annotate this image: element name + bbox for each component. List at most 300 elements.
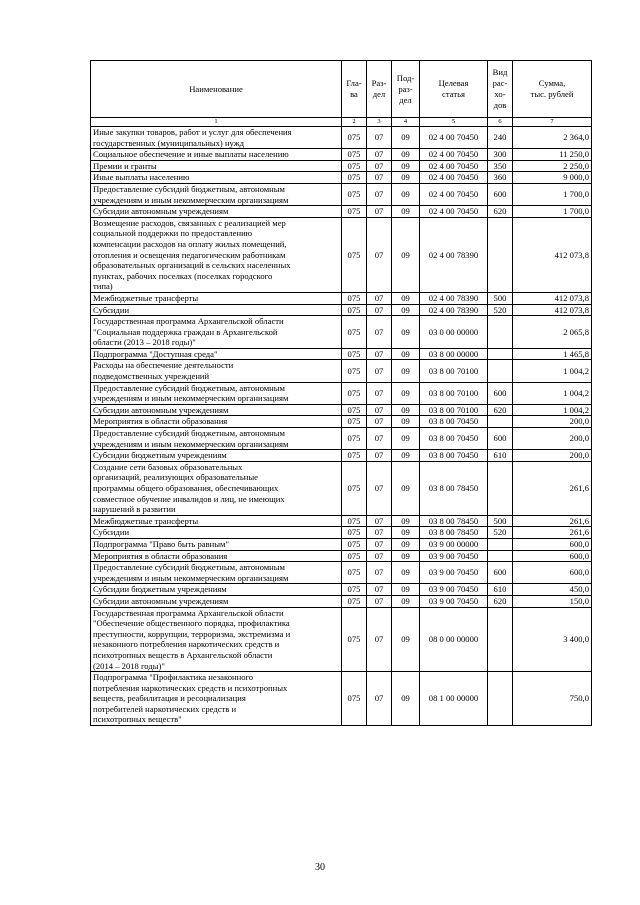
row-vid (488, 360, 513, 382)
row-name (91, 416, 342, 428)
row-podrazdel: 09 (392, 562, 420, 584)
row-name (91, 595, 342, 607)
row-podrazdel: 09 (392, 217, 420, 292)
row-razdel: 07 (367, 348, 392, 360)
row-sum: 412 073,8 (513, 304, 592, 316)
text-line: хо- (494, 89, 506, 99)
row-sum: 600,0 (513, 550, 592, 562)
row-podrazdel: 09 (392, 527, 420, 539)
row-name (91, 515, 342, 527)
row-name (91, 360, 342, 382)
row-sum: 412 073,8 (513, 292, 592, 304)
row-glava: 075 (342, 416, 367, 428)
row-name (91, 404, 342, 416)
row-sum: 150,0 (513, 595, 592, 607)
row-podrazdel: 09 (392, 672, 420, 726)
row-sum: 200,0 (513, 416, 592, 428)
row-podrazdel: 09 (392, 428, 420, 450)
row-razdel: 07 (367, 672, 392, 726)
text-line: психотропных веществ в Архангельской области (93, 649, 273, 660)
row-podrazdel: 09 (392, 607, 420, 672)
row-glava: 075 (342, 538, 367, 550)
text-line: Подпрограмма "Профилактика незаконного (93, 672, 254, 683)
row-name (91, 428, 342, 450)
row-glava: 075 (342, 461, 367, 515)
table-row (91, 172, 592, 184)
row-podrazdel: 09 (392, 515, 420, 527)
row-glava: 075 (342, 550, 367, 562)
text-line: области (2013 – 2018 годы)" (93, 337, 196, 348)
row-article: 02 4 00 70450 (420, 160, 488, 172)
row-razdel: 07 (367, 217, 392, 292)
text-line: дов (493, 100, 507, 110)
text-line: Субсидии (93, 304, 130, 315)
text-line: учреждениям и иным некоммерческим организациям (93, 194, 289, 205)
text-line: Вид (492, 67, 508, 77)
row-name (91, 292, 342, 304)
table-row (91, 149, 592, 161)
header-sum (513, 61, 592, 118)
row-razdel: 07 (367, 515, 392, 527)
page-number: 30 (315, 862, 325, 873)
text-line: "Обеспечение общественного порядка, профилактика (93, 618, 290, 629)
text-line: Сумма, (538, 78, 566, 88)
row-podrazdel: 09 (392, 416, 420, 428)
row-glava: 075 (342, 595, 367, 607)
row-podrazdel: 09 (392, 584, 420, 596)
row-sum: 1 700,0 (513, 183, 592, 205)
text-line: совместное обучение инвалидов и лиц, не имеющих (93, 493, 285, 504)
row-vid: 610 (488, 450, 513, 462)
table-row (91, 450, 592, 462)
table-row (91, 217, 592, 292)
row-glava: 075 (342, 584, 367, 596)
text-line: незаконного потребления наркотических средств и (93, 639, 280, 650)
row-sum: 2 364,0 (513, 127, 592, 149)
row-article: 03 9 00 70450 (420, 550, 488, 562)
row-glava: 075 (342, 672, 367, 726)
table-row (91, 562, 592, 584)
row-article: 03 0 00 00000 (420, 316, 488, 349)
header-razdel (367, 61, 392, 118)
row-article: 03 8 00 78450 (420, 515, 488, 527)
row-podrazdel: 09 (392, 461, 420, 515)
row-vid: 600 (488, 183, 513, 205)
row-podrazdel: 09 (392, 550, 420, 562)
row-razdel: 07 (367, 461, 392, 515)
text-line: ва (350, 89, 358, 99)
table-row (91, 304, 592, 316)
text-line: отопления и освещения педагогическим работникам (93, 249, 286, 260)
row-sum: 200,0 (513, 428, 592, 450)
row-name (91, 461, 342, 515)
row-name (91, 584, 342, 596)
column-number: 3 (367, 118, 392, 127)
row-podrazdel: 09 (392, 172, 420, 184)
row-vid: 300 (488, 149, 513, 161)
row-podrazdel: 09 (392, 450, 420, 462)
row-article: 08 0 00 00000 (420, 607, 488, 672)
text-line: раз- (398, 83, 413, 94)
row-podrazdel: 09 (392, 206, 420, 218)
row-name (91, 160, 342, 172)
text-line: образовательных организаций в сельских населенных (93, 260, 291, 271)
row-sum: 261,6 (513, 461, 592, 515)
row-podrazdel: 09 (392, 316, 420, 349)
text-line: Создание сети базовых образовательных (93, 461, 243, 472)
table-row (91, 672, 592, 726)
row-glava: 075 (342, 149, 367, 161)
row-vid: 600 (488, 428, 513, 450)
row-article: 03 8 00 78450 (420, 461, 488, 515)
row-article: 03 8 00 70450 (420, 416, 488, 428)
row-glava: 075 (342, 348, 367, 360)
row-sum: 1 465,8 (513, 348, 592, 360)
text-line: дел (399, 94, 412, 105)
row-razdel: 07 (367, 428, 392, 450)
text-line: Мероприятия в области образования (93, 416, 228, 427)
text-line: типа) (93, 281, 113, 292)
row-article: 03 8 00 70450 (420, 450, 488, 462)
table-row (91, 607, 592, 672)
row-vid: 500 (488, 515, 513, 527)
header-podrazdel (392, 61, 420, 118)
row-name (91, 527, 342, 539)
row-razdel: 07 (367, 416, 392, 428)
text-line: тыс. рублей (530, 89, 574, 99)
text-line: Субсидии (93, 527, 130, 538)
row-sum: 750,0 (513, 672, 592, 726)
text-line: учреждениям и иным некоммерческим организациям (93, 572, 289, 583)
row-razdel: 07 (367, 149, 392, 161)
row-glava: 075 (342, 292, 367, 304)
header-row (91, 61, 592, 118)
row-sum: 1 700,0 (513, 206, 592, 218)
row-article: 03 9 00 70450 (420, 562, 488, 584)
row-vid (488, 416, 513, 428)
column-number: 4 (392, 118, 420, 127)
text-line: Субсидии автономным учреждениям (93, 206, 229, 217)
row-article: 02 4 00 78390 (420, 304, 488, 316)
text-line: веществ, реабилитация и ресоциализация (93, 693, 246, 704)
row-vid: 520 (488, 527, 513, 539)
row-glava: 075 (342, 360, 367, 382)
row-sum: 200,0 (513, 450, 592, 462)
row-razdel: 07 (367, 550, 392, 562)
row-article: 03 8 00 70100 (420, 404, 488, 416)
row-name (91, 127, 342, 149)
row-podrazdel: 09 (392, 404, 420, 416)
row-vid: 520 (488, 304, 513, 316)
row-vid: 620 (488, 404, 513, 416)
row-vid: 500 (488, 292, 513, 304)
text-line: психотропных веществ" (93, 714, 182, 725)
text-line: социальной поддержки по предоставлению (93, 228, 253, 239)
text-line: учреждениям и иным некоммерческим организациям (93, 438, 289, 449)
row-vid: 610 (488, 584, 513, 596)
row-name (91, 672, 342, 726)
row-name (91, 172, 342, 184)
row-name (91, 550, 342, 562)
row-razdel: 07 (367, 562, 392, 584)
header-glava (342, 61, 367, 118)
row-article: 03 8 00 70450 (420, 428, 488, 450)
table-row (91, 127, 592, 149)
table-row (91, 206, 592, 218)
text-line: Субсидии бюджетным учреждениям (93, 584, 227, 595)
header-name: Наименование (91, 61, 342, 118)
table-row (91, 550, 592, 562)
row-article: 03 9 00 00000 (420, 538, 488, 550)
table-row (91, 382, 592, 404)
row-razdel: 07 (367, 382, 392, 404)
text-line: Возмещение расходов, связанных с реализацией мер (93, 217, 286, 228)
row-razdel: 07 (367, 304, 392, 316)
row-article: 03 8 00 70100 (420, 360, 488, 382)
row-sum: 1 004,2 (513, 404, 592, 416)
table-row (91, 292, 592, 304)
row-vid (488, 316, 513, 349)
column-number: 1 (91, 118, 342, 127)
table-row (91, 360, 592, 382)
row-article: 02 4 00 70450 (420, 183, 488, 205)
row-podrazdel: 09 (392, 382, 420, 404)
table-row (91, 461, 592, 515)
row-vid: 600 (488, 382, 513, 404)
row-sum: 2 065,8 (513, 316, 592, 349)
row-razdel: 07 (367, 450, 392, 462)
table-row (91, 428, 592, 450)
row-glava: 075 (342, 527, 367, 539)
row-glava: 075 (342, 607, 367, 672)
text-line: Иные выплаты населению (93, 172, 190, 183)
row-name (91, 217, 342, 292)
column-number: 6 (488, 118, 513, 127)
row-name (91, 538, 342, 550)
row-glava: 075 (342, 316, 367, 349)
row-article: 03 8 00 00000 (420, 348, 488, 360)
row-vid (488, 550, 513, 562)
row-sum: 261,6 (513, 527, 592, 539)
header-vid (488, 61, 513, 118)
row-glava: 075 (342, 183, 367, 205)
column-number: 2 (342, 118, 367, 127)
row-article: 02 4 00 70450 (420, 149, 488, 161)
row-name (91, 183, 342, 205)
text-line: Мероприятия в области образования (93, 550, 228, 561)
row-podrazdel: 09 (392, 149, 420, 161)
text-line: Межбюджетные трансферты (93, 292, 199, 303)
table-row (91, 160, 592, 172)
row-vid (488, 672, 513, 726)
row-podrazdel: 09 (392, 183, 420, 205)
row-vid: 620 (488, 595, 513, 607)
row-podrazdel: 09 (392, 160, 420, 172)
text-line: Межбюджетные трансферты (93, 515, 199, 526)
row-glava: 075 (342, 404, 367, 416)
row-article: 02 4 00 70450 (420, 127, 488, 149)
row-glava: 075 (342, 450, 367, 462)
text-line: Государственная программа Архангельской области (93, 316, 284, 327)
row-article: 02 4 00 78390 (420, 217, 488, 292)
text-line: Предоставление субсидий бюджетным, автономным (93, 428, 285, 439)
text-line: Раз- (371, 78, 387, 88)
text-line: организаций, реализующих образовательные (93, 472, 258, 483)
row-glava: 075 (342, 160, 367, 172)
row-razdel: 07 (367, 538, 392, 550)
row-glava: 075 (342, 217, 367, 292)
row-name (91, 316, 342, 349)
row-razdel: 07 (367, 206, 392, 218)
row-vid (488, 607, 513, 672)
table-row (91, 584, 592, 596)
row-razdel: 07 (367, 316, 392, 349)
row-razdel: 07 (367, 160, 392, 172)
row-sum: 600,0 (513, 562, 592, 584)
row-sum: 9 000,0 (513, 172, 592, 184)
row-podrazdel: 09 (392, 304, 420, 316)
text-line: Предоставление субсидий бюджетным, автономным (93, 562, 285, 573)
text-line: компенсации расходов на оплату жилых помещений, (93, 238, 287, 249)
column-number-row (91, 118, 592, 127)
text-line: Под- (396, 72, 415, 83)
text-line: Подпрограмма "Право быть равным" (93, 538, 229, 549)
text-line: подведомственных учреждений (93, 371, 210, 382)
row-vid: 360 (488, 172, 513, 184)
row-vid (488, 217, 513, 292)
text-line: программы общего образования, обеспечивающих (93, 483, 279, 493)
text-line: (2014 – 2018 годы)" (93, 660, 165, 671)
table-row (91, 416, 592, 428)
row-razdel: 07 (367, 183, 392, 205)
row-article: 03 8 00 70100 (420, 382, 488, 404)
row-article: 02 4 00 78390 (420, 292, 488, 304)
row-razdel: 07 (367, 360, 392, 382)
row-razdel: 07 (367, 595, 392, 607)
text-line: дел (372, 89, 386, 99)
row-podrazdel: 09 (392, 127, 420, 149)
text-line: Иные закупки товаров, работ и услуг для обеспечения (93, 127, 292, 137)
budget-table (90, 60, 592, 726)
row-sum: 600,0 (513, 538, 592, 550)
row-name (91, 348, 342, 360)
text-line: преступности, коррупции, терроризма, экстремизма и (93, 628, 291, 639)
row-glava: 075 (342, 428, 367, 450)
text-line: Предоставление субсидий бюджетным, автономным (93, 382, 285, 393)
text-line: "Социальная поддержка граждан в Архангельской (93, 326, 278, 337)
table-row (91, 183, 592, 205)
text-line: Подпрограмма "Доступная среда" (93, 348, 218, 359)
text-line: Предоставление субсидий бюджетным, автономным (93, 183, 285, 194)
row-vid (488, 461, 513, 515)
row-vid: 240 (488, 127, 513, 149)
row-glava: 075 (342, 382, 367, 404)
row-sum: 1 004,2 (513, 382, 592, 404)
text-line: Субсидии автономным учреждениям (93, 595, 229, 606)
text-line: учреждениям и иным некоммерческим организациям (93, 393, 289, 404)
row-razdel: 07 (367, 172, 392, 184)
row-name (91, 607, 342, 672)
text-line: статья (442, 89, 465, 99)
text-line: Субсидии бюджетным учреждениям (93, 450, 227, 461)
row-sum: 261,6 (513, 515, 592, 527)
row-vid: 620 (488, 206, 513, 218)
row-article: 02 4 00 70450 (420, 206, 488, 218)
row-article: 02 4 00 70450 (420, 172, 488, 184)
text-line: Субсидии автономным учреждениям (93, 404, 229, 415)
row-sum: 11 250,0 (513, 149, 592, 161)
row-article: 08 1 00 00000 (420, 672, 488, 726)
row-vid: 600 (488, 562, 513, 584)
row-article: 03 9 00 70450 (420, 595, 488, 607)
row-sum: 450,0 (513, 584, 592, 596)
row-podrazdel: 09 (392, 292, 420, 304)
text-line: государственных (муниципальных) нужд (93, 137, 245, 148)
row-glava: 075 (342, 127, 367, 149)
text-line: Государственная программа Архангельской области (93, 607, 284, 618)
row-glava: 075 (342, 515, 367, 527)
table-row (91, 515, 592, 527)
table-row (91, 595, 592, 607)
table-row (91, 404, 592, 416)
header-article (420, 61, 488, 118)
row-article: 03 9 00 70450 (420, 584, 488, 596)
text-line: Премии и гранты (93, 160, 157, 171)
row-sum: 412 073,8 (513, 217, 592, 292)
row-glava: 075 (342, 172, 367, 184)
row-razdel: 07 (367, 584, 392, 596)
row-vid (488, 538, 513, 550)
text-line: потребителей наркотических средств и (93, 703, 237, 714)
row-razdel: 07 (367, 127, 392, 149)
row-razdel: 07 (367, 607, 392, 672)
row-podrazdel: 09 (392, 360, 420, 382)
text-line: пунктах, рабочих поселках (поселках городского (93, 270, 273, 281)
row-name (91, 562, 342, 584)
text-line: потребления наркотических средств и психотропных (93, 682, 288, 693)
text-line: Гла- (346, 78, 362, 88)
row-razdel: 07 (367, 292, 392, 304)
table-row (91, 538, 592, 550)
row-razdel: 07 (367, 404, 392, 416)
row-name (91, 450, 342, 462)
text-line: рас- (492, 78, 508, 88)
row-vid (488, 348, 513, 360)
table-row (91, 348, 592, 360)
row-sum: 2 250,0 (513, 160, 592, 172)
row-sum: 1 004,2 (513, 360, 592, 382)
row-article: 03 8 00 78450 (420, 527, 488, 539)
column-number: 5 (420, 118, 488, 127)
row-podrazdel: 09 (392, 348, 420, 360)
table-row (91, 527, 592, 539)
column-number: 7 (513, 118, 592, 127)
table-body (91, 127, 592, 726)
row-vid: 350 (488, 160, 513, 172)
row-razdel: 07 (367, 527, 392, 539)
row-name (91, 206, 342, 218)
table-row (91, 316, 592, 349)
row-name (91, 149, 342, 161)
row-glava: 075 (342, 206, 367, 218)
row-podrazdel: 09 (392, 595, 420, 607)
text-line: Целевая (438, 78, 469, 88)
row-sum: 3 400,0 (513, 607, 592, 672)
text-line: Социальное обеспечение и иные выплаты населению (93, 149, 289, 160)
row-podrazdel: 09 (392, 538, 420, 550)
row-glava: 075 (342, 562, 367, 584)
row-name (91, 304, 342, 316)
